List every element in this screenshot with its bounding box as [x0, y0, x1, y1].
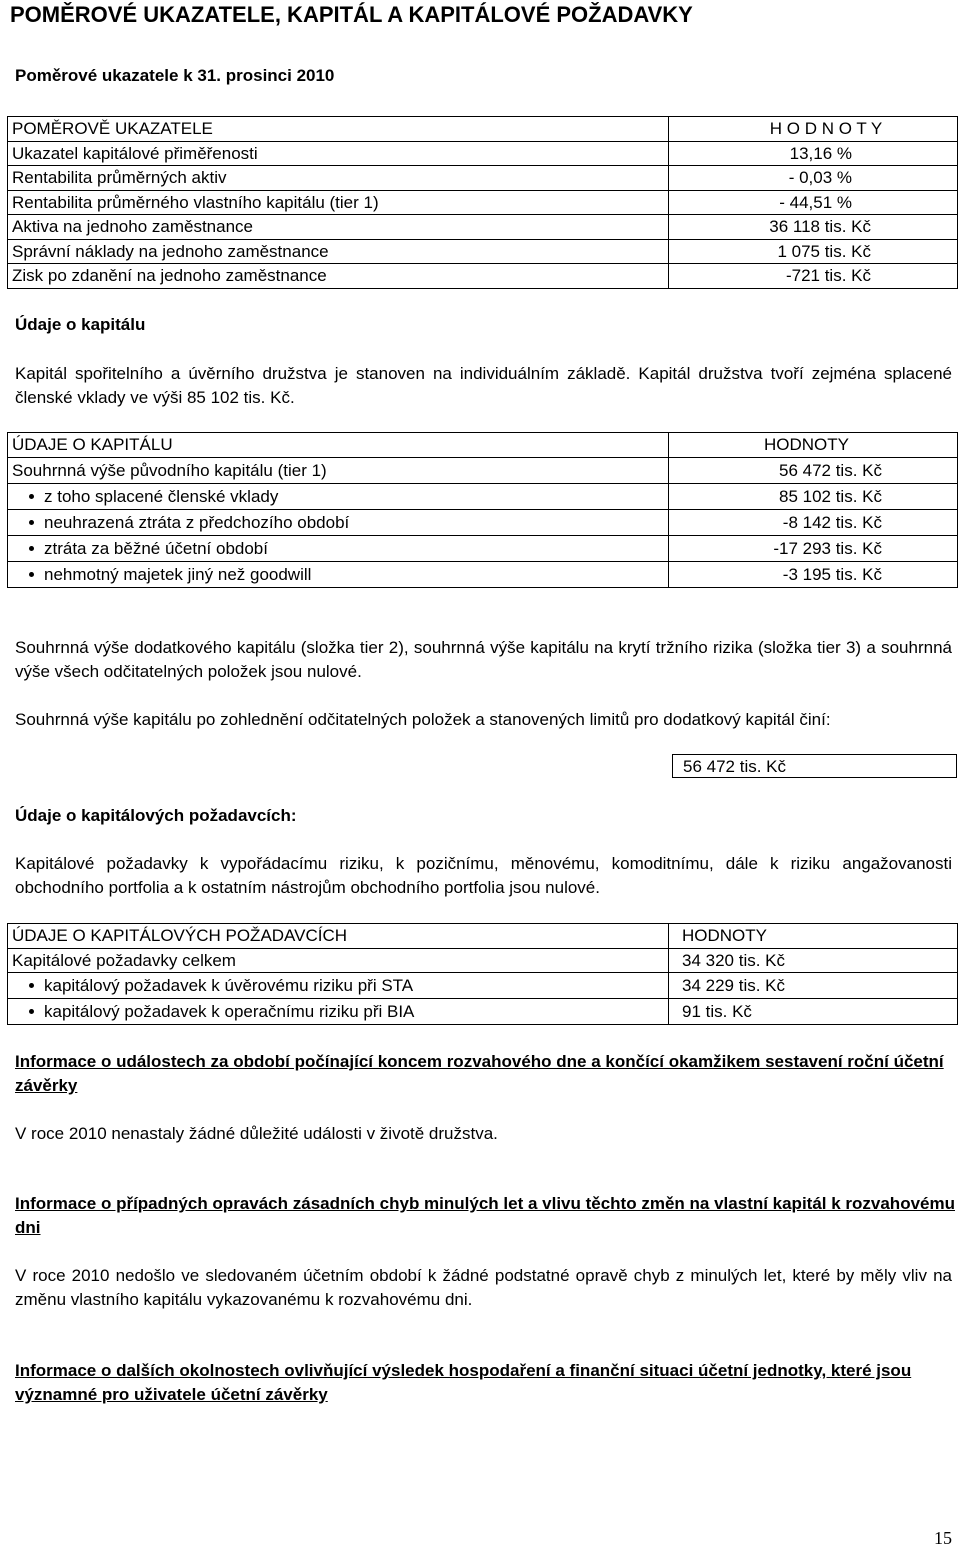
table-row: [8, 535, 958, 561]
table-header-cell: ÚDAJE O KAPITÁLU: [8, 433, 669, 458]
capital-paragraph: Kapitál spořitelního a úvěrního družstva je stanoven na individuálním základě. Kapitál družstva tvoří zejména splacené členské vklady ve výši 85 102 tis. Kč.: [15, 364, 952, 407]
table-cell-label: Ukazatel kapitálové přiměřenosti: [8, 141, 669, 166]
table-row: [8, 509, 958, 535]
table-cell-value: - 44,51 %: [669, 190, 958, 215]
table-row: [8, 215, 958, 240]
table-cell-value: 13,16 %: [669, 141, 958, 166]
table-header-cell: HODNOTY: [669, 433, 958, 458]
table-header-row: [8, 117, 958, 142]
table-header-row: [8, 924, 958, 949]
table-cell-value: 36 118 tis. Kč: [669, 215, 958, 240]
table-row: [8, 141, 958, 166]
corrections-paragraph: V roce 2010 nedošlo ve sledovaném účetním období k žádné podstatné opravě chyb z minulých let, které by měly vliv na změnu vlastního kapitálu vykazovanému k rozvahovému dni.: [15, 1266, 952, 1309]
table-cell-label: Rentabilita průměrných aktiv: [8, 166, 669, 191]
circumstances-heading: Informace o dalších okolnostech ovlivňující výsledek hospodaření a finanční situaci účetní jednotky, které jsou významné pro uživatele účetní závěrky: [15, 1361, 912, 1404]
table-header-cell: HODNOTY: [669, 924, 958, 949]
corrections-heading: Informace o případných opravách zásadních chyb minulých let a vlivu těchto změn na vlastní kapitál k rozvahovému dni: [15, 1194, 955, 1237]
table-cell-label: Kapitálové požadavky celkem: [8, 948, 669, 973]
table-cell-label: Aktiva na jednoho zaměstnance: [8, 215, 669, 240]
table-cell-value: 1 075 tis. Kč: [669, 239, 958, 264]
table-row: [8, 190, 958, 215]
ratios-table: [7, 116, 958, 289]
table-cell-value: -3 195 tis. Kč: [669, 561, 958, 587]
table-cell-label: Správní náklady na jednoho zaměstnance: [8, 239, 669, 264]
events-heading: Informace o událostech za období počínající koncem rozvahového dne a končící okamžikem sestavení roční účetní závěrky: [15, 1052, 944, 1095]
total-capital-paragraph: Souhrnná výše kapitálu po zohlednění odčitatelných položek a stanovených limitů pro dodatkový kapitál činí:: [15, 710, 831, 729]
tier2-paragraph: Souhrnná výše dodatkového kapitálu (složka tier 2), souhrnná výše kapitálu na krytí tržního rizika (složka tier 3) a souhrnná výše všech odčitatelných položek jsou nulové.: [15, 638, 952, 681]
table-cell-label: kapitálový požadavek k úvěrovému riziku při STA: [8, 973, 669, 999]
table-row: [8, 973, 958, 999]
table-cell-value: 85 102 tis. Kč: [669, 483, 958, 509]
table-row: [8, 561, 958, 587]
table-cell-label: Zisk po zdanění na jednoho zaměstnance: [8, 264, 669, 289]
table-row: [8, 457, 958, 483]
table-cell-value: 91 tis. Kč: [669, 999, 958, 1025]
events-paragraph: V roce 2010 nenastaly žádné důležité události v životě družstva.: [15, 1124, 498, 1143]
table-cell-label: nehmotný majetek jiný než goodwill: [8, 561, 669, 587]
table-cell-label: kapitálový požadavek k operačnímu riziku při BIA: [8, 999, 669, 1025]
requirements-heading: Údaje o kapitálových požadavcích:: [15, 806, 297, 825]
table-cell-value: -721 tis. Kč: [669, 264, 958, 289]
table-cell-label: neuhrazená ztráta z předchozího období: [8, 509, 669, 535]
requirements-paragraph: Kapitálové požadavky k vypořádacímu riziku, k pozičnímu, měnovému, komoditnímu, dále k riziku angažovanosti obchodního portfolia a k ostatním nástrojům obchodního portfolia jsou nulové.: [15, 854, 952, 897]
table-cell-value: -17 293 tis. Kč: [669, 535, 958, 561]
table-header-row: [8, 433, 958, 458]
table-row: [8, 483, 958, 509]
page-number: 15: [934, 1528, 952, 1548]
table-row: [8, 948, 958, 973]
table-cell-value: 34 320 tis. Kč: [669, 948, 958, 973]
table-cell-value: - 0,03 %: [669, 166, 958, 191]
total-capital-value: 56 472 tis. Kč: [672, 754, 957, 778]
capital-table: [7, 432, 958, 588]
page-subtitle: Poměrové ukazatele k 31. prosinci 2010: [15, 66, 335, 85]
table-cell-value: 56 472 tis. Kč: [669, 457, 958, 483]
table-row: [8, 264, 958, 289]
table-cell-label: Rentabilita průměrného vlastního kapitálu (tier 1): [8, 190, 669, 215]
capital-heading: Údaje o kapitálu: [15, 315, 146, 334]
table-cell-label: Souhrnná výše původního kapitálu (tier 1): [8, 457, 669, 483]
table-header-cell: POMĚROVĚ UKAZATELE: [8, 117, 669, 142]
requirements-table: [7, 923, 958, 1025]
table-cell-value: 34 229 tis. Kč: [669, 973, 958, 999]
table-row: [8, 166, 958, 191]
table-cell-value: -8 142 tis. Kč: [669, 509, 958, 535]
table-cell-label: ztráta za běžné účetní období: [8, 535, 669, 561]
table-header-cell: H O D N O T Y: [669, 117, 958, 142]
table-header-cell: ÚDAJE O KAPITÁLOVÝCH POŽADAVCÍCH: [8, 924, 669, 949]
table-cell-label: z toho splacené členské vklady: [8, 483, 669, 509]
table-row: [8, 239, 958, 264]
table-row: [8, 999, 958, 1025]
page-title: POMĚROVÉ UKAZATELE, KAPITÁL A KAPITÁLOVÉ POŽADAVKY: [10, 2, 693, 27]
